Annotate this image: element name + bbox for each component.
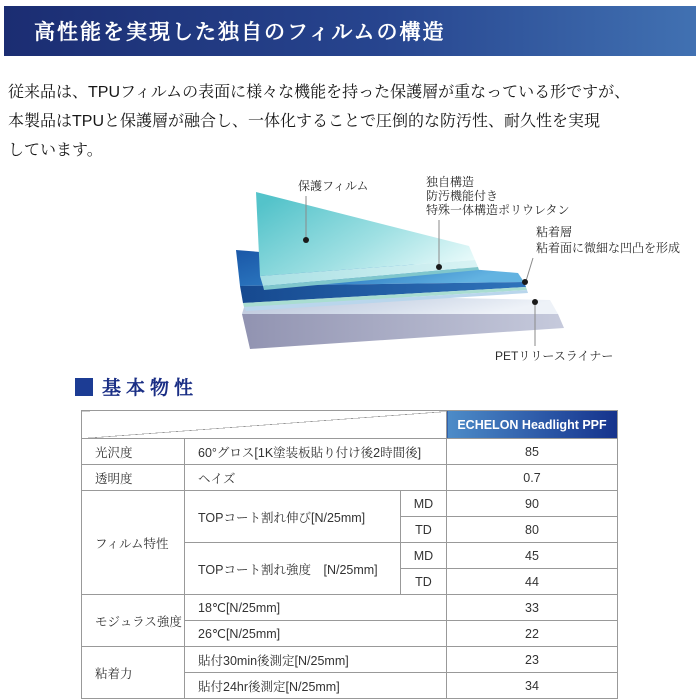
value-cell: 22 (447, 621, 618, 647)
value-cell: 90 (447, 491, 618, 517)
table-row (82, 491, 618, 517)
test-cell: TOPコート割れ強度 [N/25mm] (185, 543, 401, 595)
label-unique-structure-2: 防汚機能付き (426, 189, 499, 203)
test-cell: ヘイズ (185, 465, 447, 491)
diagonal-header-cell (82, 411, 447, 439)
label-protective-film: 保護フィルム (298, 179, 369, 193)
direction-cell: MD (401, 543, 447, 569)
property-cell: モジュラス強度 (82, 595, 185, 647)
intro-paragraph (8, 78, 696, 165)
product-column-header: ECHELON Headlight PPF (447, 411, 618, 439)
label-adhesive-1: 粘着層 (536, 225, 573, 239)
table-row (82, 465, 618, 491)
film-structure-diagram (228, 170, 698, 377)
property-cell: 光沢度 (82, 439, 185, 465)
test-cell: 貼付30min後測定[N/25mm] (185, 647, 447, 673)
label-pet-liner: PETリリースライナー (495, 349, 614, 363)
section-title: 基本物性 (102, 378, 199, 399)
value-cell: 80 (447, 517, 618, 543)
film-layers-illustration (228, 170, 698, 377)
label-unique-structure-1: 独自構造 (426, 175, 475, 189)
direction-cell: TD (401, 517, 447, 543)
property-cell: 粘着力 (82, 647, 185, 699)
table-row (82, 647, 618, 673)
page-title: 高性能を実現した独自のフィルムの構造 (34, 20, 446, 44)
value-cell: 34 (447, 673, 618, 699)
section-square-icon (75, 378, 93, 396)
label-adhesive-2: 粘着面に微細な凹凸を形成 (536, 241, 681, 255)
value-cell: 85 (447, 439, 618, 465)
property-cell: フィルム特性 (82, 491, 185, 595)
table-row (82, 439, 618, 465)
value-cell: 33 (447, 595, 618, 621)
intro-line-3: しています。 (8, 142, 103, 159)
value-cell: 45 (447, 543, 618, 569)
test-cell: TOPコート割れ伸び[N/25mm] (185, 491, 401, 543)
test-cell: 26℃[N/25mm] (185, 621, 447, 647)
test-cell: 貼付24hr後測定[N/25mm] (185, 673, 447, 699)
table-header-row (82, 411, 618, 439)
property-cell: 透明度 (82, 465, 185, 491)
intro-line-2: 本製品はTPUと保護層が融合し、一体化することで圧倒的な防汚性、耐久性を実現 (8, 113, 601, 130)
value-cell: 44 (447, 569, 618, 595)
direction-cell: MD (401, 491, 447, 517)
test-cell: 60°グロス[1K塗装板貼り付け後2時間後] (185, 439, 447, 465)
value-cell: 0.7 (447, 465, 618, 491)
value-cell: 23 (447, 647, 618, 673)
header-banner (4, 6, 696, 56)
label-unique-structure-3: 特殊一体構造ポリウレタン (426, 203, 570, 217)
basic-properties-table (81, 410, 618, 699)
test-cell: 18℃[N/25mm] (185, 595, 447, 621)
direction-cell: TD (401, 569, 447, 595)
table-row (82, 595, 618, 621)
intro-line-1: 従来品は、TPUフィルムの表面に様々な機能を持った保護層が重なっている形ですが、 (8, 84, 631, 101)
section-basic-properties (75, 373, 198, 400)
